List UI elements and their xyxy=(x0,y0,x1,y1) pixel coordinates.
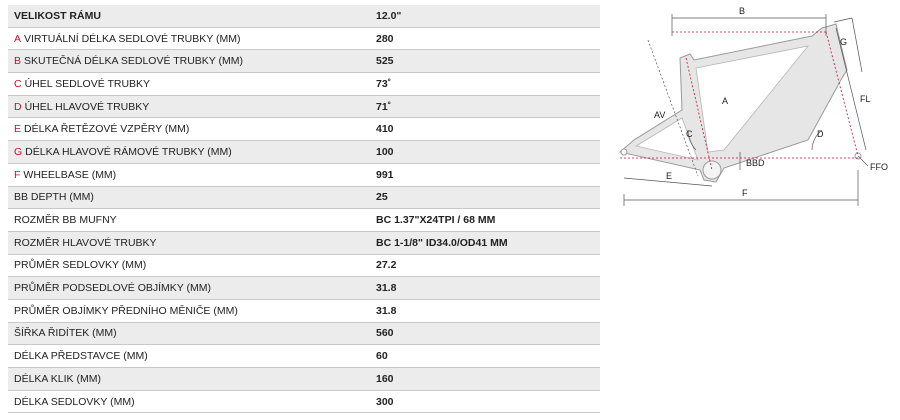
row-value: BC 1-1/8" ID34.0/OD41 MM xyxy=(370,231,600,254)
row-value: 280 xyxy=(370,27,600,50)
row-label-cell xyxy=(8,368,370,391)
row-label-cell xyxy=(8,163,370,186)
table-row xyxy=(8,254,600,277)
row-label: DÉLKA HLAVOVÉ RÁMOVÉ TRUBKY (MM) xyxy=(25,145,232,158)
row-label: DÉLKA PŘEDSTAVCE (MM) xyxy=(14,350,148,363)
table-row xyxy=(8,368,600,391)
row-value: 525 xyxy=(370,50,600,73)
row-label: ROZMĚR BB MUFNY xyxy=(14,214,117,227)
label-b: B xyxy=(739,6,746,16)
table-row xyxy=(8,186,600,209)
table-row xyxy=(8,209,600,232)
table-row xyxy=(8,277,600,300)
row-label-cell xyxy=(8,27,370,50)
row-value: 31.8 xyxy=(370,299,600,322)
row-value: 410 xyxy=(370,118,600,141)
rear-axle xyxy=(621,149,627,155)
row-label-cell xyxy=(8,254,370,277)
row-value: 73˚ xyxy=(370,73,600,96)
row-value: 100 xyxy=(370,141,600,164)
dimension-letter: D xyxy=(14,100,22,113)
label-av: AV xyxy=(654,110,666,120)
row-label: PRŮMĚR SEDLOVKY (MM) xyxy=(14,259,147,272)
table-row xyxy=(8,73,600,96)
row-label-cell xyxy=(8,186,370,209)
row-label: ŠÍŘKA ŘIDÍTEK (MM) xyxy=(14,327,117,340)
row-label-cell xyxy=(8,141,370,164)
row-label: PRŮMĚR PODSEDLOVÉ OBJÍMKY (MM) xyxy=(14,282,211,295)
table-row xyxy=(8,141,600,164)
geometry-table xyxy=(8,5,600,413)
label-e: E xyxy=(666,171,673,181)
row-label: ROZMĚR HLAVOVÉ TRUBKY xyxy=(14,236,157,249)
table-row xyxy=(8,118,600,141)
table-row xyxy=(8,231,600,254)
label-d: D xyxy=(817,129,824,139)
dimension-letter: A xyxy=(14,32,22,45)
table-row xyxy=(8,390,600,413)
dimension-letter: E xyxy=(14,123,22,136)
row-value: 60 xyxy=(370,345,600,368)
row-label: SKUTEČNÁ DÉLKA SEDLOVÉ TRUBKY (MM) xyxy=(24,55,244,68)
table-row xyxy=(8,322,600,345)
row-value: 991 xyxy=(370,163,600,186)
bottom-bracket xyxy=(703,161,721,179)
table-row xyxy=(8,27,600,50)
row-label: ÚHEL SEDLOVÉ TRUBKY xyxy=(24,77,151,90)
label-fl: FL xyxy=(860,94,871,104)
table-row xyxy=(8,50,600,73)
dimension-letter: G xyxy=(14,145,23,158)
row-label: VIRTUÁLNÍ DÉLKA SEDLOVÉ TRUBKY (MM) xyxy=(24,32,241,45)
row-value: 71˚ xyxy=(370,95,600,118)
row-label-cell xyxy=(8,95,370,118)
label-a: A xyxy=(722,96,729,106)
row-label-cell xyxy=(8,390,370,413)
row-value: 160 xyxy=(370,368,600,391)
row-label-cell xyxy=(8,209,370,232)
table-row xyxy=(8,95,600,118)
row-value: 27.2 xyxy=(370,254,600,277)
row-label-cell xyxy=(8,50,370,73)
header-value: 12.0" xyxy=(370,5,600,27)
row-label: BB DEPTH (MM) xyxy=(14,191,94,204)
row-label-cell xyxy=(8,277,370,300)
row-label: PRŮMĚR OBJÍMKY PŘEDNÍHO MĚNIČE (MM) xyxy=(14,304,238,317)
row-label: DÉLKA KLIK (MM) xyxy=(14,372,101,385)
table-row xyxy=(8,163,600,186)
row-label: WHEELBASE (MM) xyxy=(23,168,117,181)
table-row xyxy=(8,345,600,368)
row-value: BC 1.37"X24TPI / 68 MM xyxy=(370,209,600,232)
label-bbd: BBD xyxy=(746,158,765,168)
row-label-cell xyxy=(8,345,370,368)
label-ffo: FFO xyxy=(870,162,888,172)
dimension-letter: B xyxy=(14,55,22,68)
row-label-cell xyxy=(8,231,370,254)
row-label-cell xyxy=(8,118,370,141)
row-value: 560 xyxy=(370,322,600,345)
row-label: DÉLKA SEDLOVKY (MM) xyxy=(14,395,135,408)
dimension-letter: F xyxy=(14,168,21,181)
table-header-row xyxy=(8,5,600,27)
row-label-cell xyxy=(8,73,370,96)
row-label: ÚHEL HLAVOVÉ TRUBKY xyxy=(24,100,150,113)
row-label-cell xyxy=(8,322,370,345)
header-label: VELIKOST RÁMU xyxy=(8,5,370,27)
label-g: G xyxy=(840,37,848,47)
label-c: C xyxy=(686,129,693,139)
label-f: F xyxy=(742,188,748,198)
frame-geometry-diagram xyxy=(612,0,900,210)
row-value: 31.8 xyxy=(370,277,600,300)
row-label: DÉLKA ŘETĚZOVÉ VZPĚRY (MM) xyxy=(24,123,190,136)
row-label-cell xyxy=(8,299,370,322)
row-value: 300 xyxy=(370,390,600,413)
table-row xyxy=(8,299,600,322)
dimension-letter: C xyxy=(14,77,22,90)
row-value: 25 xyxy=(370,186,600,209)
